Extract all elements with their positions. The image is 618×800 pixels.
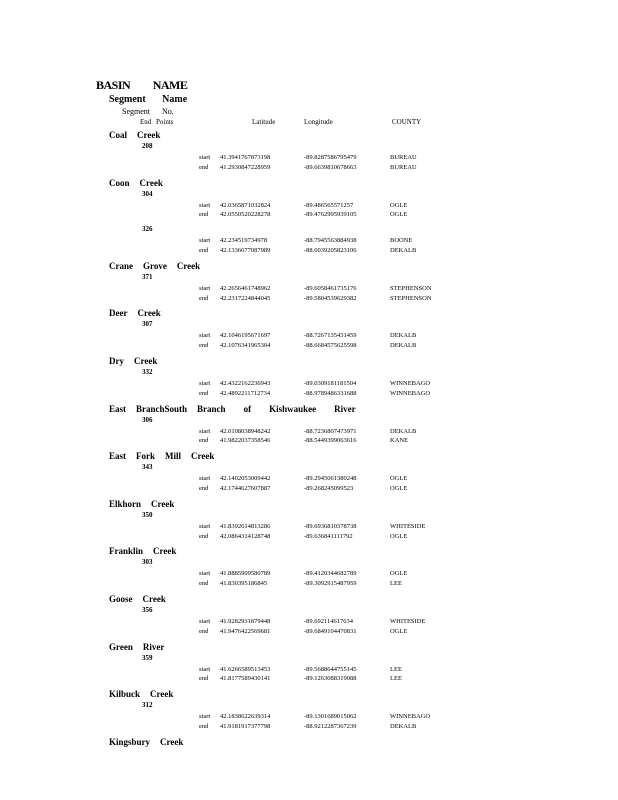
segment-number: 306 [142, 415, 153, 424]
end-point-label: end [199, 211, 209, 219]
latitude-value: 42.234519734978 [220, 237, 268, 245]
point-row [0, 428, 440, 437]
basin-name-word: Creek [134, 356, 158, 366]
longitude-value: -89.636841111792 [304, 532, 353, 540]
basin-name [109, 404, 374, 414]
latitude-value: 41.8392614813286 [220, 522, 271, 530]
basin-name-word: Kishwaukee [269, 403, 317, 414]
end-point-label: start [199, 713, 211, 721]
point-row [0, 211, 440, 220]
point-row [0, 723, 440, 732]
longitude-value: -89.3092915487959 [304, 580, 357, 588]
segment-number: 343 [142, 463, 153, 472]
county-value: LEE [390, 675, 402, 683]
latitude-value: 42.0108038948242 [220, 427, 271, 435]
basin-name-word: of [243, 403, 252, 414]
county-value: OGLE [390, 570, 408, 578]
county-value: DEKALB [390, 723, 417, 730]
county-value: STEPHENSON [390, 284, 432, 292]
latitude-label: Latitude [252, 118, 276, 126]
segment-number: 350 [142, 510, 153, 519]
basin-name-header [96, 78, 187, 93]
segment-number: 332 [142, 368, 153, 376]
basin-name-word: Goose [109, 594, 133, 604]
basin-name-word: Mill [165, 451, 182, 462]
point-row [0, 485, 440, 494]
county-value: STEPHENSON [390, 294, 432, 302]
latitude-value: 41.2930847228959 [220, 163, 271, 171]
latitude-value: 42.0550520228278 [220, 211, 271, 219]
point-row [0, 618, 440, 627]
segment-number: 312 [142, 701, 153, 710]
end-point-label: start [199, 522, 211, 530]
longitude-value: -89.6849104470831 [304, 627, 357, 635]
latitude-value: 42.1076341965304 [220, 342, 271, 350]
longitude-value: -89.4762995939105 [304, 211, 357, 219]
segment-number: 307 [142, 320, 153, 329]
point-row [0, 285, 440, 294]
county-value: LEE [390, 665, 402, 673]
end-point-label: start [199, 427, 211, 435]
point-row [0, 666, 440, 675]
county-value: DEKALB [390, 427, 417, 435]
end-point-label: start [199, 570, 211, 578]
latitude-value: 41.3941767873198 [220, 154, 271, 161]
basin-name-word: Green [109, 641, 133, 652]
latitude-value: 41.6266589513453 [220, 665, 271, 673]
longitude-value: -89.692114617634 [304, 618, 354, 625]
county-value: WINNEBAGO [390, 380, 431, 387]
end-point-label: end [199, 675, 209, 683]
latitude-value: 42.1744627607887 [220, 485, 271, 492]
longitude-label: Longitude [304, 118, 333, 126]
point-row [0, 247, 440, 256]
end-label: End [140, 118, 152, 126]
end-point-label: start [199, 201, 211, 209]
latitude-value: 42.4322162236943 [220, 380, 271, 387]
latitude-value: 41.830395186845 [220, 580, 268, 588]
point-row [0, 628, 440, 637]
county-value: WINNEBAGO [390, 389, 431, 397]
basin-name-word: Creek [150, 689, 174, 700]
longitude-value: -88.7267135431459 [304, 332, 357, 340]
point-row [0, 523, 440, 532]
point-row [0, 437, 440, 446]
latitude-value: 41.9282931879448 [220, 618, 271, 625]
segment-number: 208 [142, 142, 153, 150]
longitude-value: -89.5804539629382 [304, 294, 357, 302]
basin-name-word: Creek [142, 594, 166, 604]
point-row [0, 475, 440, 484]
basin-name [109, 261, 210, 271]
end-point-label: start [199, 154, 211, 161]
county-value: LEE [390, 580, 402, 588]
basin-name [109, 356, 167, 366]
county-label: COUNTY [392, 118, 422, 126]
latitude-value: 41.9822037358546 [220, 437, 271, 445]
end-point-label: start [199, 284, 211, 292]
latitude-value: 42.1046195671697 [220, 332, 271, 340]
basin-name-word: Crane [109, 260, 133, 271]
county-value: OGLE [390, 201, 408, 209]
latitude-value: 41.8885909580789 [220, 570, 271, 578]
segment-number: 326 [142, 225, 153, 234]
longitude-value: -89.268245099523 [304, 485, 354, 492]
county-value: BUREAU [390, 163, 417, 171]
basin-name [109, 546, 186, 556]
longitude-value: -89.4120344682789 [304, 570, 357, 578]
point-row [0, 380, 440, 389]
longitude-value: -89.6639810678663 [304, 163, 357, 171]
basin-name-word: Branch [197, 403, 226, 414]
segment-number: 359 [142, 653, 153, 662]
county-value: OGLE [390, 627, 408, 635]
point-row [0, 713, 440, 722]
segment-sub-label: Segment [122, 107, 150, 116]
basin-name-word: Creek [191, 451, 215, 462]
point-row [0, 164, 440, 173]
county-value: OGLE [390, 211, 408, 219]
end-point-label: start [199, 380, 211, 387]
basin-name [109, 642, 174, 652]
end-point-label: end [199, 389, 209, 397]
longitude-value: -89.0309181181504 [304, 380, 357, 387]
latitude-value: 42.2317224844045 [220, 294, 271, 302]
latitude-value: 41.9181917377798 [220, 723, 271, 730]
basin-name [109, 178, 173, 188]
point-row [0, 202, 440, 211]
basin-label: BASIN [96, 78, 131, 92]
segment-label: Segment [109, 94, 146, 105]
county-value: OGLE [390, 485, 408, 492]
basin-name-word: Creek [151, 498, 175, 509]
name-label: NAME [152, 78, 188, 92]
basin-name-word: Kilbuck [109, 689, 141, 700]
longitude-value: -89.5688644755145 [304, 665, 357, 673]
end-point-label: end [199, 342, 209, 350]
segment-number: 304 [142, 189, 153, 198]
basin-name-word: River [142, 641, 165, 652]
basin-name-word: Deer [109, 308, 128, 319]
basin-name-word: River [334, 403, 356, 414]
latitude-value: 42.0365871032824 [220, 201, 271, 209]
basin-name-word: Creek [139, 177, 163, 188]
latitude-value: 42.2656461748962 [220, 284, 271, 292]
basin-name-word: East [109, 451, 127, 462]
end-point-label: end [199, 485, 209, 492]
basin-name-word: Dry [109, 356, 124, 366]
county-value: DEKALB [390, 247, 417, 254]
end-point-label: end [199, 580, 209, 588]
point-row [0, 570, 440, 579]
segment-number: 371 [142, 272, 153, 281]
point-row [0, 390, 440, 399]
county-value: BUREAU [390, 154, 417, 161]
latitude-value: 42.0864314128748 [220, 532, 271, 540]
column-headers [140, 118, 600, 128]
county-value: WHITESIDE [390, 522, 426, 530]
longitude-value: -89.1301689015062 [304, 713, 357, 721]
latitude-value: 41.9476422569681 [220, 627, 271, 635]
basin-name-word: Elkhorn [109, 498, 142, 509]
basin-name [109, 594, 176, 604]
point-row [0, 237, 440, 246]
basin-name [109, 499, 184, 509]
county-value: WINNEBAGO [390, 713, 431, 721]
end-point-label: start [199, 475, 211, 483]
segment-name-header [109, 94, 187, 105]
end-point-label: start [199, 618, 211, 625]
point-row [0, 342, 440, 351]
segment-number: 303 [142, 558, 153, 567]
point-row [0, 332, 440, 341]
end-point-label: end [199, 163, 209, 171]
longitude-value: -89.1263088319088 [304, 675, 357, 683]
basin-name-word: Creek [137, 130, 161, 140]
point-row [0, 580, 440, 589]
longitude-value: -88.5449399063616 [304, 437, 357, 445]
longitude-value: -88.6684575625598 [304, 342, 357, 350]
point-row [0, 533, 440, 542]
latitude-value: 42.1336677087989 [220, 247, 271, 254]
segment-name-label: Name [162, 94, 188, 105]
basin-name-word: Creek [153, 546, 177, 557]
basin-name-word: Franklin [109, 546, 144, 557]
basin-name [109, 451, 224, 461]
point-row [0, 154, 440, 163]
county-value: DEKALB [390, 342, 417, 350]
basin-name-word: Creek [160, 736, 184, 747]
longitude-value: -88.9789486331688 [304, 389, 357, 397]
end-point-label: end [199, 723, 209, 730]
longitude-value: -88.9212287367239 [304, 723, 357, 730]
county-value: DEKALB [390, 332, 417, 340]
latitude-value: 41.8177589430141 [220, 675, 271, 683]
end-point-label: start [199, 665, 211, 673]
basin-name-word: Creek [176, 260, 201, 271]
longitude-value: -89.6936810378738 [304, 522, 357, 530]
county-value: OGLE [390, 532, 408, 540]
county-value: OGLE [390, 475, 408, 483]
longitude-value: -89.8287586795479 [304, 154, 357, 161]
longitude-value: -88.6039205823106 [304, 247, 357, 254]
latitude-value: 42.1838622639314 [220, 713, 271, 721]
basin-name-word: Grove [143, 260, 167, 271]
point-row [0, 675, 440, 684]
basin-name-word: Kingsbury [109, 736, 151, 747]
longitude-value: -88.7945563884938 [304, 237, 357, 245]
end-point-label: end [199, 437, 209, 445]
county-value: WHITESIDE [390, 618, 426, 625]
end-point-label: start [199, 237, 211, 245]
segment-number: 356 [142, 606, 153, 614]
end-point-label: end [199, 627, 209, 635]
longitude-value: -88.7236807473971 [304, 427, 357, 435]
basin-name [109, 737, 193, 747]
end-point-label: start [199, 332, 211, 340]
basin-name-word: BranchSouth [136, 403, 188, 414]
segment-no-header [122, 107, 174, 116]
points-label: Points [156, 118, 174, 126]
basin-name [109, 689, 183, 699]
longitude-value: -89.6058461735176 [304, 284, 357, 292]
basin-name-word: East [109, 403, 127, 414]
basin-name [109, 130, 170, 140]
latitude-value: 42.4892211712734 [220, 389, 271, 397]
county-value: BOONE [390, 237, 413, 245]
latitude-value: 42.1402053009442 [220, 475, 271, 483]
basin-name [109, 308, 171, 318]
point-row [0, 295, 440, 304]
no-label: No. [162, 107, 174, 116]
end-point-label: end [199, 532, 209, 540]
basin-name-word: Fork [136, 451, 156, 462]
county-value: KANE [390, 437, 409, 445]
basin-name-word: Creek [137, 308, 161, 319]
basin-name-word: Coon [109, 177, 130, 188]
longitude-value: -89.486565571257 [304, 201, 354, 209]
end-point-label: end [199, 247, 209, 254]
basin-name-word: Coal [109, 130, 127, 140]
end-point-label: end [199, 294, 209, 302]
longitude-value: -89.2945061380248 [304, 475, 357, 483]
